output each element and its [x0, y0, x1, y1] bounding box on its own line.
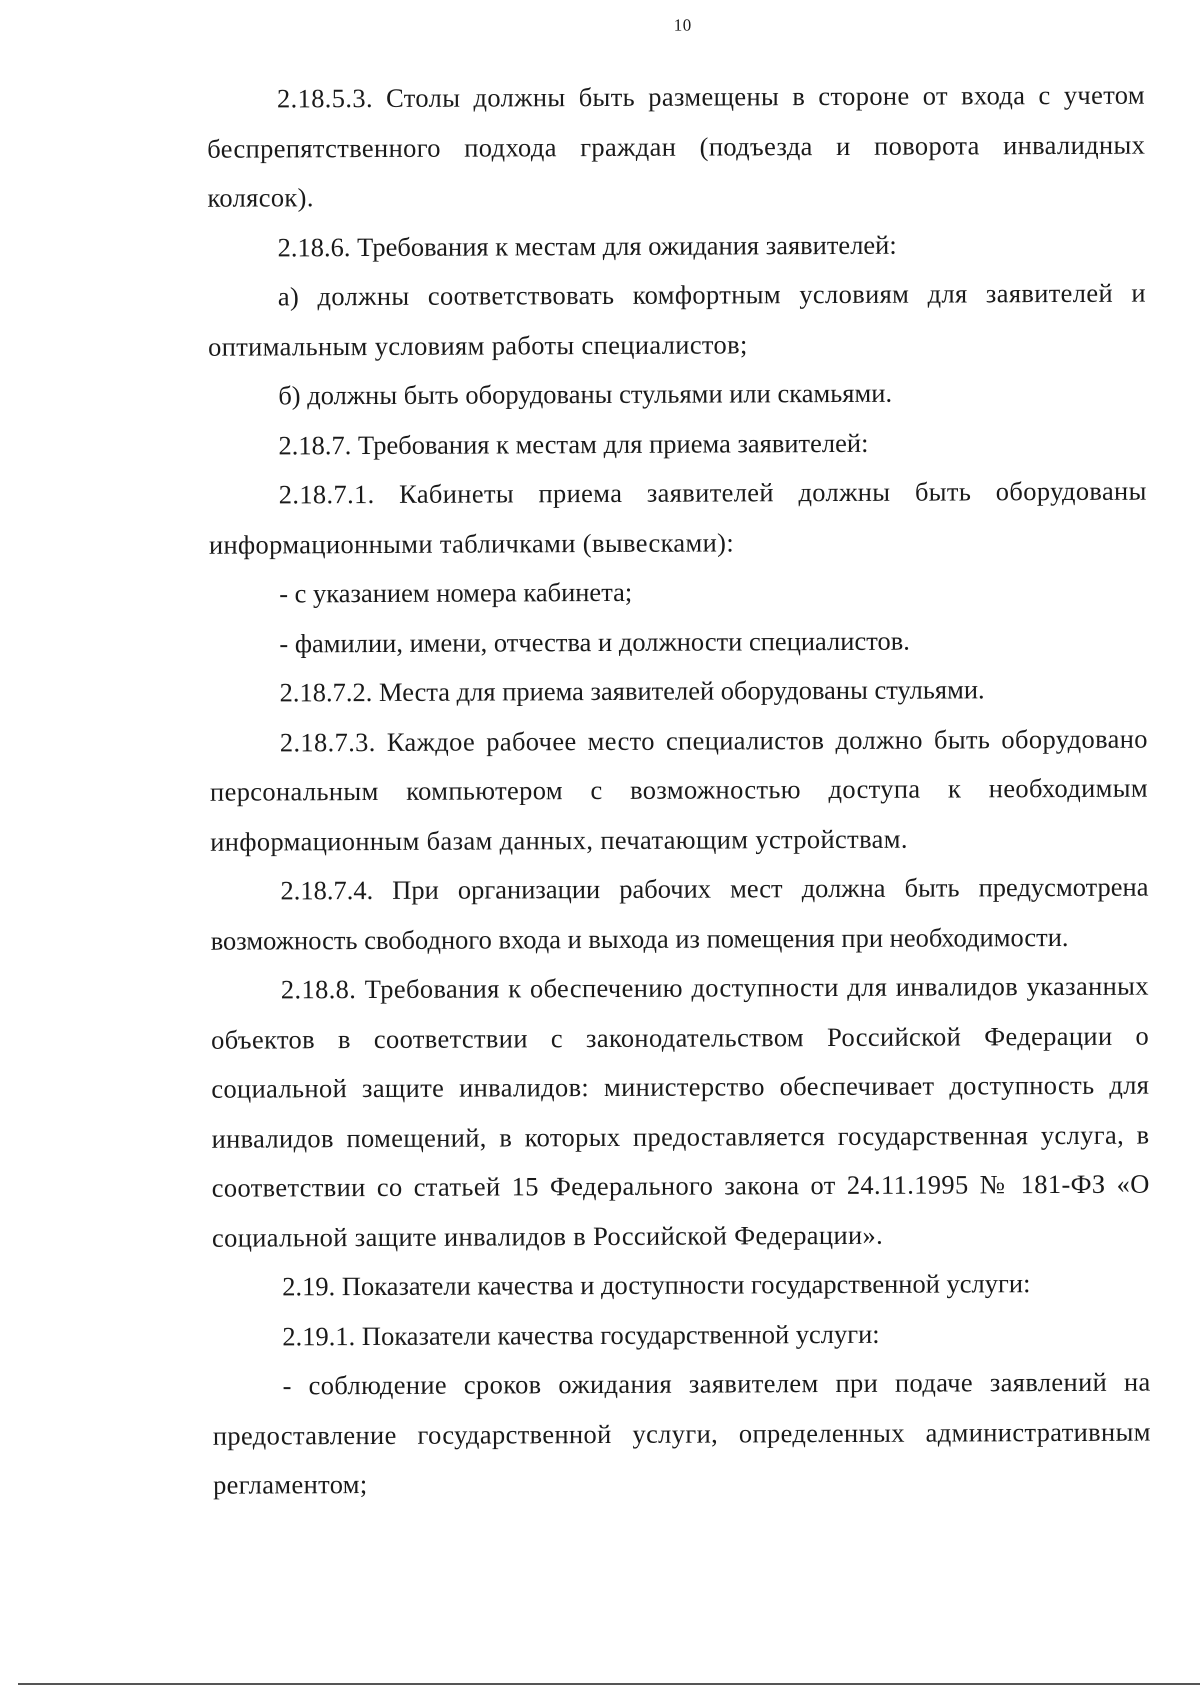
paragraph-2-18-7-3: 2.18.7.3. Каждое рабочее место специалистов должно быть оборудовано персональным компьютером с возможностью доступа к необходимым информационным базам данных, печатающим устройствам. [209, 723, 1149, 857]
paragraph-item-b: б) должны быть оборудованы стульями или скамьями. [278, 377, 893, 411]
paragraph-2-18-7-4: 2.18.7.4. При организации рабочих мест должна быть предусмотрена возможность свободного входа и выхода из помещения при необходимости. [210, 871, 1149, 956]
paragraph-2-18-6: 2.18.6. Требования к местам для ожидания заявителей: [277, 229, 897, 262]
paragraph-2-19: 2.19. Показатели качества и доступности государственной услуги: [282, 1268, 1031, 1302]
paragraph-2-18-7-2: 2.18.7.2. Места для приема заявителей оборудованы стульями. [279, 674, 985, 708]
list-item-cabinet-number: - с указанием номера кабинета; [279, 576, 633, 609]
list-item-specialist-names: - фамилии, имени, отчества и должности специалистов. [279, 625, 910, 658]
document-body [207, 71, 1151, 1511]
page-number: 10 [673, 15, 692, 35]
list-item-waiting-time: - соблюдение сроков ожидания заявителем при подаче заявлений на предоставление государственной услуги, определенных административным регламентом; [212, 1366, 1151, 1500]
paragraph-2-18-5-3: 2.18.5.3. Столы должны быть размещены в стороне от входа с учетом беспрепятственного подхода граждан (подъезда и поворота инвалидных колясок). [207, 79, 1146, 213]
page-bottom-rule [18, 1683, 1200, 1685]
paragraph-item-a: а) должны соответствовать комфортным условиям для заявителей и оптимальным условиям работы специалистов; [208, 277, 1146, 362]
paragraph-2-18-8: 2.18.8. Требования к обеспечению доступности для инвалидов указанных объектов в соответствии с законодательством Российской Федерации о социальной защите инвалидов: министерство обеспечивает доступность для инвалидов помещений, в которых предоставляется государственная услуга, в соответствии со статьей 15 Федерального закона от 24.11.1995 № 181-ФЗ «О социальной защите инвалидов в Российской Федерации». [211, 970, 1150, 1253]
paragraph-2-18-7-1: 2.18.7.1. Кабинеты приема заявителей должны быть оборудованы информационными табличками (вывесками): [208, 475, 1147, 560]
paragraph-2-19-1: 2.19.1. Показатели качества государственной услуги: [282, 1318, 880, 1351]
paragraph-2-18-7: 2.18.7. Требования к местам для приема заявителей: [278, 427, 869, 460]
